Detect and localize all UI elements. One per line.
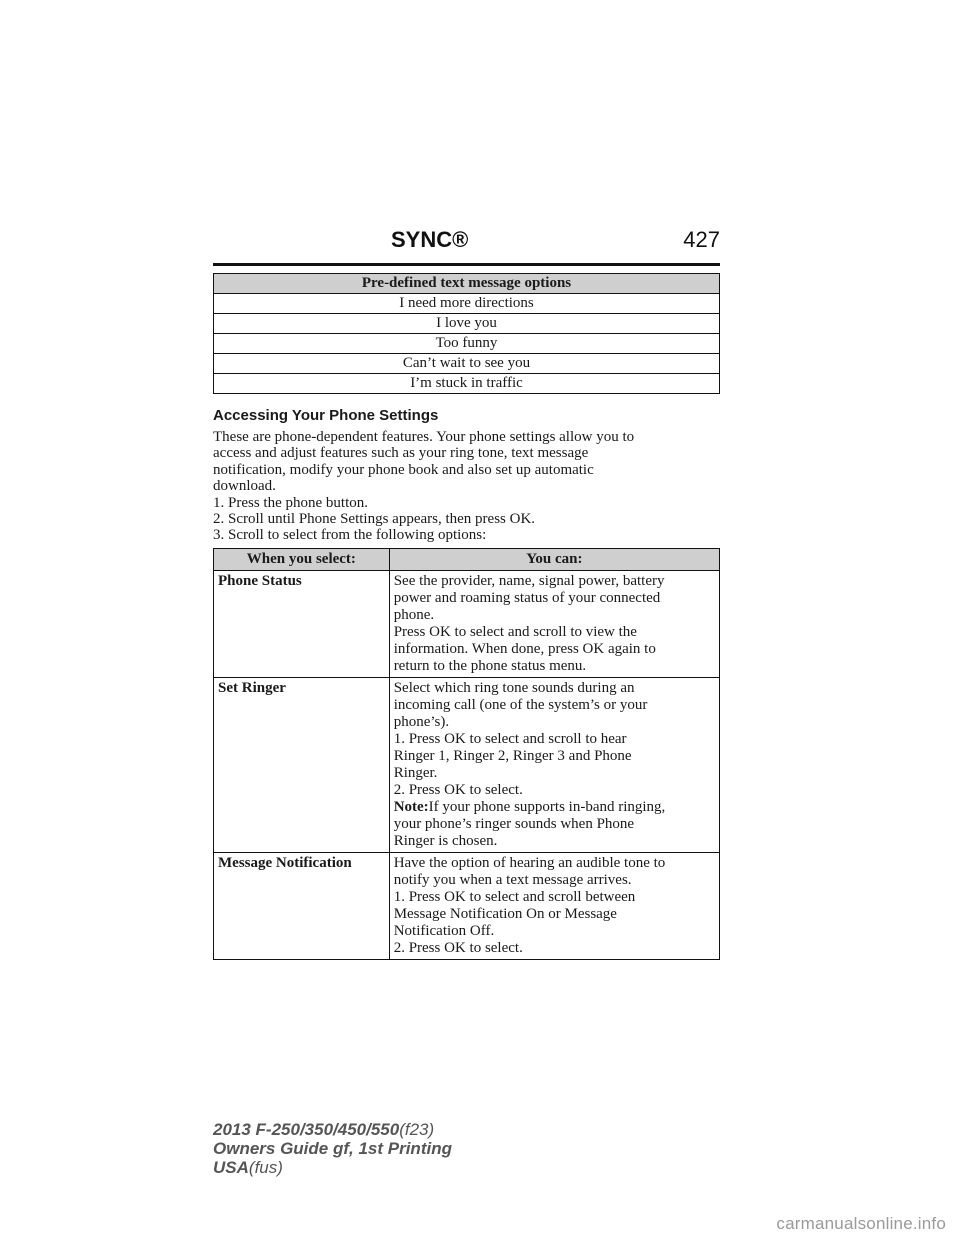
table-row — [214, 678, 720, 853]
body-line: These are phone-dependent features. Your phone settings allow you to — [213, 429, 635, 445]
description-line: your phone’s ringer sounds when Phone — [393, 816, 635, 832]
description-line: notify you when a text message arrives. — [393, 872, 632, 888]
phone-settings-table — [213, 548, 720, 960]
table-row: I’m stuck in traffic — [214, 374, 720, 394]
section-heading: Accessing Your Phone Settings — [213, 407, 439, 424]
footer-region: USA — [213, 1158, 249, 1177]
description-line: return to the phone status menu. — [393, 658, 587, 674]
description-line: Have the option of hearing an audible tone to — [393, 855, 666, 871]
description-line: Ringer 1, Ringer 2, Ringer 3 and Phone — [393, 748, 632, 764]
table-row: Too funny — [214, 334, 720, 354]
footer-line: Owners Guide gf, 1st Printing — [213, 1139, 452, 1158]
page-header — [213, 226, 720, 266]
page-title: SYNC® — [391, 227, 469, 252]
header-rule — [213, 263, 720, 266]
table-header: Pre-defined text message options — [214, 274, 720, 294]
description-line: See the provider, name, signal power, battery — [393, 573, 665, 589]
description-line: 1. Press OK to select and scroll to hear — [393, 731, 627, 747]
column-header-can: You can: — [389, 549, 719, 571]
table-row: Can’t wait to see you — [214, 354, 720, 374]
column-header-select: When you select: — [214, 549, 390, 571]
description-line: phone. — [393, 607, 435, 623]
description-line: information. When done, press OK again to — [393, 641, 656, 657]
body-line: notification, modify your phone book and also set up automatic — [213, 461, 594, 478]
description-line: Ringer is chosen. — [393, 833, 498, 849]
option-description — [389, 678, 719, 853]
option-description — [389, 571, 719, 678]
table-row: I love you — [214, 314, 720, 334]
option-name: Phone Status — [214, 571, 390, 678]
description-line: 2. Press OK to select. — [393, 782, 523, 798]
step-line: 1. Press the phone button. — [213, 494, 368, 511]
footer-region-code: (fus) — [248, 1158, 283, 1177]
description-line: phone’s). — [393, 714, 450, 730]
note-line — [394, 799, 715, 816]
description-line: Press OK to select and scroll to view the — [393, 624, 637, 640]
description-line: incoming call (one of the system’s or your — [393, 697, 648, 713]
description-line: power and roaming status of your connected — [393, 590, 661, 606]
description-line: Select which ring tone sounds during an — [393, 680, 635, 696]
option-description — [389, 853, 719, 960]
description-line: 2. Press OK to select. — [393, 940, 523, 956]
description-line: 1. Press OK to select and scroll between — [393, 889, 636, 905]
option-name: Message Notification — [214, 853, 390, 960]
description-line: Ringer. — [393, 765, 438, 781]
section-body — [213, 429, 720, 544]
description-line: Message Notification On or Message — [393, 906, 617, 922]
table-row — [214, 853, 720, 960]
footer-line — [213, 1158, 452, 1177]
note-label: Note: — [393, 799, 429, 815]
step-line: 3. Scroll to select from the following options: — [213, 527, 487, 544]
body-line: download. — [213, 478, 276, 495]
footer-line — [213, 1120, 452, 1139]
note-text: If your phone supports in-band ringing, — [428, 799, 666, 815]
watermark: carmanualsonline.info — [776, 1214, 946, 1233]
table-row — [214, 571, 720, 678]
page-number: 427 — [683, 227, 720, 252]
page-footer — [213, 1120, 452, 1177]
option-name: Set Ringer — [214, 678, 390, 853]
body-line: access and adjust features such as your ring tone, text message — [213, 445, 589, 462]
description-line: Notification Off. — [393, 923, 495, 939]
text-message-options-table — [213, 273, 720, 394]
footer-model: 2013 F-250/350/450/550 — [213, 1120, 400, 1139]
step-line: 2. Scroll until Phone Settings appears, then press OK. — [213, 511, 536, 528]
footer-model-code: (f23) — [399, 1120, 435, 1139]
table-row: I need more directions — [214, 294, 720, 314]
